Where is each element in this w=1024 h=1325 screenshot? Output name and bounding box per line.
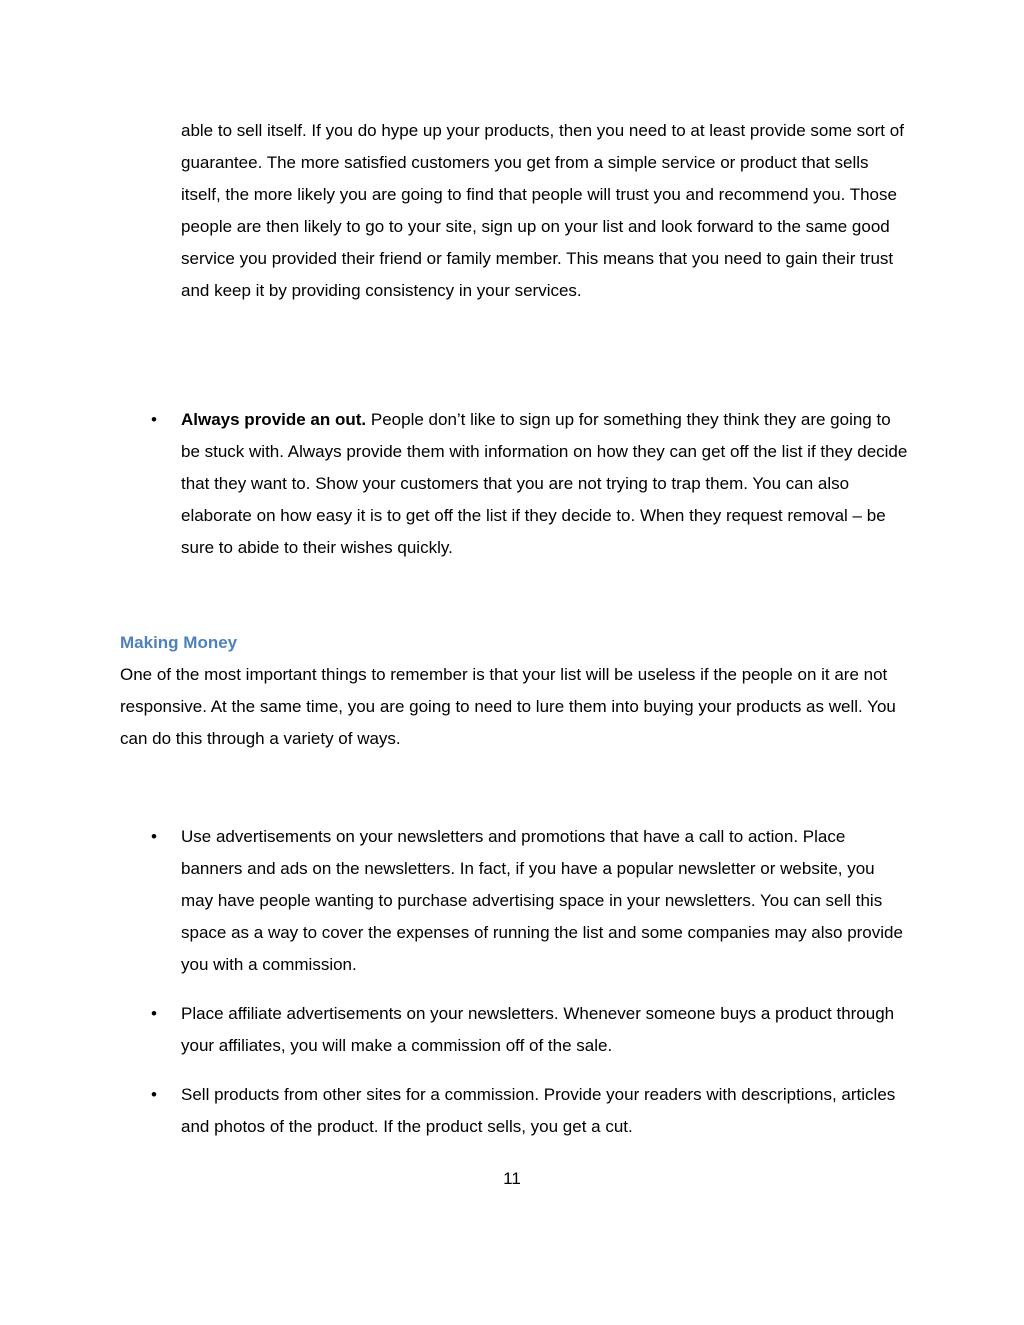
bullet-marker: • [151, 1085, 157, 1104]
bullet-item-sell-products [151, 1079, 911, 1143]
bullet-body: People don’t like to sign up for something they think they are going to be stuck with. Always provide them with information on how they can get off the list if they decide that they want to. Show your customers that you are not trying to trap them. You can also elaborate on how easy it is to get off the list if they decide to. When they request removal – be sure to abide to their wishes quickly. [181, 410, 908, 557]
bullet-item-affiliate [151, 998, 911, 1062]
continued-paragraph: able to sell itself. If you do hype up your products, then you need to at least provide some sort of guarantee. The more satisfied customers you get from a simple service or product that sells itself, the more likely you are going to find that people will trust you and recommend you. Those people are then likely to go to your site, sign up on your list and look forward to the same good service you provided their friend or family member. This means that you need to gain their trust and keep it by providing consistency in your services. [181, 121, 904, 300]
bullet-text: Sell products from other sites for a commission. Provide your readers with descriptions, articles and photos of the product. If the product sells, you get a cut. [181, 1085, 896, 1136]
bullet-marker: • [151, 827, 157, 846]
bullet-marker: • [151, 410, 157, 429]
bullet-item-advertisements [151, 821, 911, 981]
bullet-item-always-provide-out [151, 404, 911, 564]
bullet-text: Use advertisements on your newsletters and promotions that have a call to action. Place banners and ads on the newsletters. In fact, if you have a popular newsletter or website, you may have people wanting to purchase advertising space in your newsletters. You can sell this space as a way to cover the expenses of running the list and some companies may also provide you with a commission. [181, 827, 903, 974]
bullet-text: Place affiliate advertisements on your newsletters. Whenever someone buys a product through your affiliates, you will make a commission off of the sale. [181, 1004, 895, 1055]
section-intro-paragraph: One of the most important things to remember is that your list will be useless if the people on it are not responsive. At the same time, you are going to need to lure them into buying your products as well. You can do this through a variety of ways. [120, 665, 896, 748]
bullet-lead: Always provide an out. [181, 410, 367, 429]
bullet-marker: • [151, 1004, 157, 1023]
section-heading: Making Money [120, 633, 238, 652]
bullet-text [181, 404, 911, 564]
page-number: 11 [503, 1169, 521, 1188]
